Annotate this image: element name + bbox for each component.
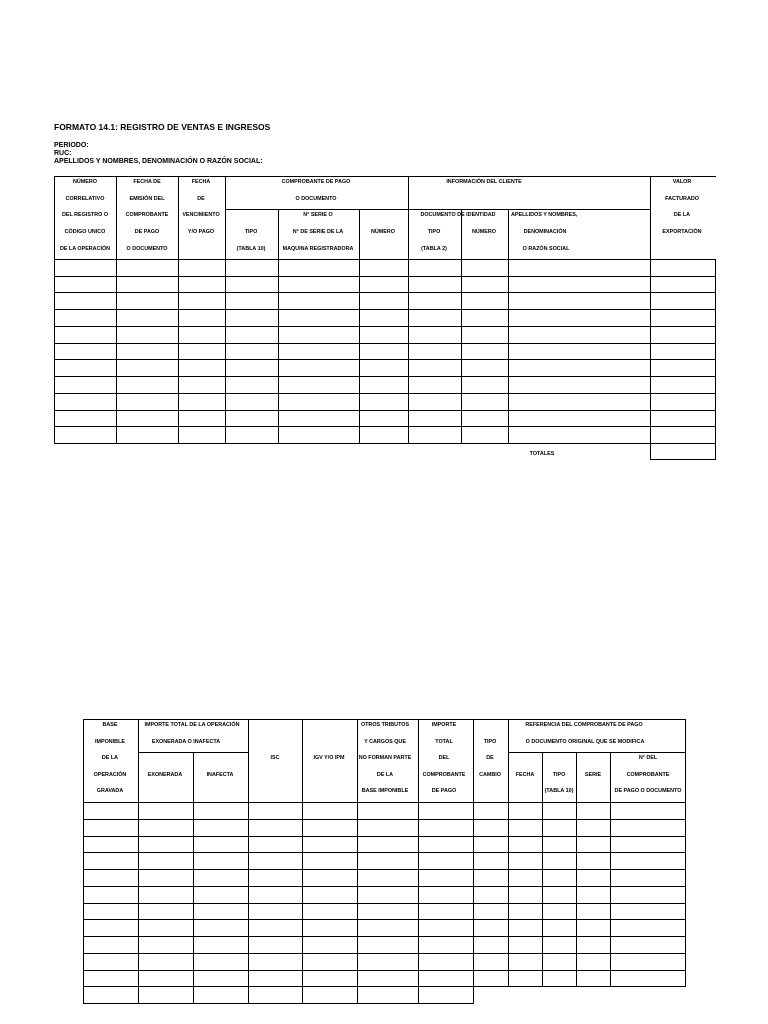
header-base-imponible: GRAVADA (96, 788, 124, 794)
table-grid-line (610, 752, 611, 987)
header-fecha-vencimiento: Y/O PAGO (187, 229, 215, 235)
table-grid-line (138, 719, 139, 1004)
table-grid-line (357, 719, 358, 1004)
header-serie: N° DE SERIE DE LA (292, 229, 344, 235)
header-ref-numero: DE PAGO O DOCUMENTO (614, 788, 682, 794)
table-grid-line (542, 752, 543, 987)
header-tipo-cambio: CAMBIO (479, 772, 501, 778)
header-importe-total-comprobante: DEL (438, 755, 450, 761)
table-grid-line (54, 359, 716, 360)
header-apellidos: O RAZÓN SOCIAL (522, 246, 570, 252)
table-grid-line (83, 953, 686, 954)
table-grid-line (83, 719, 686, 720)
header-importe-total-comprobante: IMPORTE (431, 722, 457, 728)
header-fecha-emision: DE PAGO (134, 229, 160, 235)
header-tipo: TIPO (244, 229, 258, 235)
razon-social-label: APELLIDOS Y NOMBRES, DENOMINACIÓN O RAZÓN SOCIAL: (54, 158, 263, 165)
header-doc-tipo: TIPO (427, 229, 441, 235)
header-fecha-emision: COMPROBANTE (125, 212, 169, 218)
table-grid-line (54, 376, 716, 377)
header-numero-correlativo: CORRELATIVO (65, 196, 105, 202)
header-numero-correlativo: CÓDIGO UNICO (64, 229, 106, 235)
table-grid-line (54, 259, 716, 260)
table-grid-line (508, 209, 509, 444)
table-grid-line (650, 459, 716, 460)
table-grid-line (54, 276, 716, 277)
table-grid-line (302, 719, 303, 1004)
table-grid-line (83, 852, 686, 853)
table-grid-line (54, 309, 716, 310)
table-grid-line (54, 176, 716, 177)
header-base-imponible: BASE (102, 722, 118, 728)
header-serie: MAQUINA REGISTRADORA (282, 246, 354, 252)
header-ref-fecha: FECHA (515, 772, 535, 778)
header-base-imponible: IMPONIBLE (95, 739, 125, 745)
header-referencia-group: O DOCUMENTO ORIGINAL QUE SE MODIFICA (525, 739, 645, 745)
header-importe-total-group: EXONERADA O INAFECTA (151, 739, 221, 745)
table-grid-line (248, 719, 249, 1004)
table-grid-line (83, 903, 686, 904)
header-valor-exportacion: DE LA (673, 212, 691, 218)
header-otros-tributos: NO FORMAN PARTE (358, 755, 412, 761)
table-grid-line (418, 719, 419, 1004)
header-valor-exportacion: FACTURADO (665, 196, 699, 202)
header-otros-tributos: Y CARGOS QUE (364, 739, 406, 745)
header-comprobante-group: O DOCUMENTO (295, 196, 337, 202)
header-fecha-vencimiento: FECHA (191, 179, 211, 185)
header-base-imponible: DE LA (101, 755, 119, 761)
header-importe-total-comprobante: TOTAL (435, 739, 453, 745)
header-importe-total-comprobante: COMPROBANTE (422, 772, 466, 778)
header-referencia-group: REFERENCIA DEL COMPROBANTE DE PAGO (525, 722, 643, 728)
table-grid-line (508, 986, 686, 987)
header-numero-correlativo: DE LA OPERACIÓN (59, 246, 111, 252)
table-grid-line (83, 936, 686, 937)
header-exonerada: EXONERADA (147, 772, 183, 778)
table-grid-line (473, 719, 474, 1004)
header-fecha-emision: EMISIÓN DEL (129, 196, 165, 202)
table-grid-line (83, 970, 686, 971)
header-otros-tributos: BASE IMPONIBLE (361, 788, 409, 794)
header-fecha-vencimiento: DE (197, 196, 205, 202)
table-grid-line (508, 752, 686, 753)
table-grid-line (225, 209, 651, 210)
table-grid-line (83, 819, 686, 820)
table-grid-line (54, 426, 716, 427)
header-apellidos: APELLIDOS Y NOMBRES, (511, 212, 578, 218)
table-grid-line (83, 802, 686, 803)
header-importe-total-comprobante: DE PAGO (431, 788, 457, 794)
header-isc: ISC (270, 755, 280, 761)
header-ref-numero: COMPROBANTE (626, 772, 670, 778)
form-title: FORMATO 14.1: REGISTRO DE VENTAS E INGRESOS (54, 122, 271, 132)
header-fecha-vencimiento: VENCIMIENTO (182, 212, 220, 218)
table-grid-line (83, 1003, 474, 1004)
header-apellidos: DENOMINACIÓN (523, 229, 567, 235)
table-grid-line (650, 443, 651, 460)
header-ref-numero: N° DEL (638, 755, 658, 761)
table-grid-line (83, 719, 84, 1004)
header-igv: IGV Y/O IPM (313, 755, 345, 761)
header-fecha-emision: O DOCUMENTO (126, 246, 168, 252)
header-ref-tipo: (TABLA 10) (544, 788, 574, 794)
table-grid-line (83, 919, 686, 920)
header-importe-total-group: IMPORTE TOTAL DE LA OPERACIÓN (144, 722, 240, 728)
table-grid-line (54, 292, 716, 293)
table-grid-line (83, 869, 686, 870)
table-grid-line (359, 209, 360, 444)
header-serie: N° SERIE O (303, 212, 333, 218)
ruc-label: RUC: (54, 150, 72, 157)
header-ref-tipo: TIPO (552, 772, 566, 778)
table-grid-line (54, 326, 716, 327)
periodo-label: PERIODO: (54, 142, 89, 149)
header-ref-serie: SERIE (584, 772, 602, 778)
table-grid-line (54, 343, 716, 344)
header-numero-correlativo: DEL REGISTRO O (61, 212, 109, 218)
header-doc-numero: NÚMERO (472, 229, 496, 235)
header-documento-identidad: DOCUMENTO DE IDENTIDAD (420, 212, 496, 218)
table-grid-line (278, 209, 279, 444)
header-tipo-cambio: DE (486, 755, 494, 761)
header-fecha-emision: FECHA DE (133, 179, 161, 185)
header-base-imponible: OPERACIÓN (93, 772, 127, 778)
header-numero: NÚMERO (371, 229, 395, 235)
header-tipo: (TABLA 10) (236, 246, 266, 252)
table-grid-line (83, 886, 686, 887)
header-otros-tributos: DE LA (376, 772, 394, 778)
header-numero-correlativo: NÚMERO (73, 179, 97, 185)
header-tipo-cambio: TIPO (483, 739, 497, 745)
table-grid-line (54, 393, 716, 394)
header-otros-tributos: OTROS TRIBUTOS (360, 722, 410, 728)
table-grid-line (54, 410, 716, 411)
table-grid-line (54, 443, 716, 444)
table-grid-line (715, 259, 716, 460)
totales-label: TOTALES (529, 451, 555, 457)
header-cliente-group: INFORMACIÓN DEL CLIENTE (446, 179, 522, 185)
header-doc-tipo: (TABLA 2) (421, 246, 447, 252)
header-inafecta: INAFECTA (206, 772, 234, 778)
table-grid-line (576, 752, 577, 987)
header-valor-exportacion: VALOR (672, 179, 692, 185)
table-grid-line (83, 836, 686, 837)
header-comprobante-group: COMPROBANTE DE PAGO (281, 179, 351, 185)
table-grid-line (461, 209, 462, 444)
header-valor-exportacion: EXPORTACIÓN (662, 229, 702, 235)
